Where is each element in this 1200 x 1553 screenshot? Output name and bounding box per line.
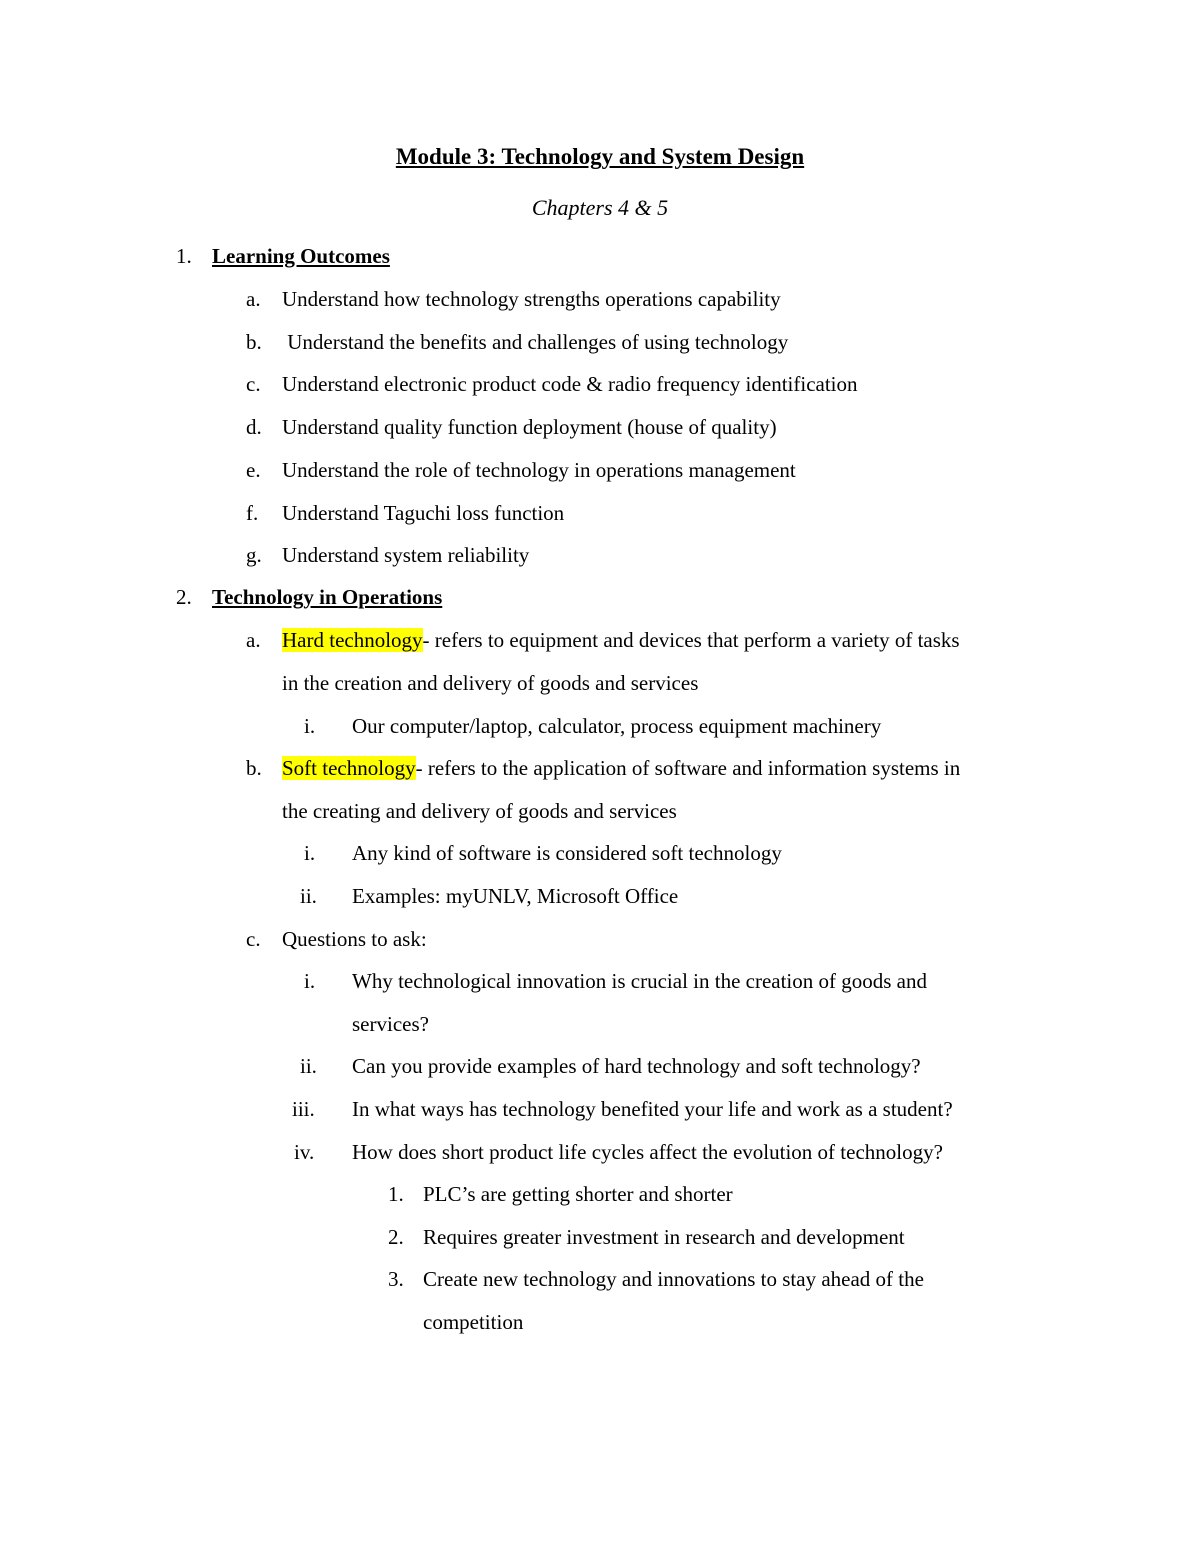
list-item: Why technological innovation is crucial in the creation of goods and [352, 969, 927, 993]
list-item-continuation: services? [352, 1012, 429, 1036]
list-item-continuation: in the creation and delivery of goods and services [282, 671, 699, 695]
list-marker: 2. [388, 1225, 404, 1249]
list-marker: 1. [388, 1182, 404, 1206]
list-item: Understand quality function deployment (house of quality) [282, 415, 777, 439]
section-number: 2. [176, 585, 192, 609]
list-item: Understand how technology strengths operations capability [282, 287, 781, 311]
list-item [282, 626, 960, 654]
list-item: In what ways has technology benefited your life and work as a student? [352, 1097, 953, 1121]
list-item [282, 754, 960, 782]
list-marker: iv. [294, 1140, 315, 1164]
section-number: 1. [176, 244, 192, 268]
list-marker: ii. [300, 884, 317, 908]
list-marker: a. [246, 287, 261, 311]
list-item-continuation: competition [423, 1310, 524, 1334]
list-marker: c. [246, 372, 261, 396]
list-marker: b. [246, 756, 262, 780]
list-marker: d. [246, 415, 262, 439]
list-marker: i. [304, 714, 316, 738]
list-marker: a. [246, 628, 261, 652]
list-item-text: - refers to the application of software and information systems in [415, 756, 961, 780]
list-item: Understand system reliability [282, 543, 530, 567]
list-marker: f. [246, 501, 259, 525]
section-heading-learning-outcomes: Learning Outcomes [212, 244, 390, 268]
list-marker: i. [304, 969, 316, 993]
list-item: Questions to ask: [282, 927, 427, 951]
document-title: Module 3: Technology and System Design [395, 144, 805, 169]
list-item: PLC’s are getting shorter and shorter [423, 1182, 733, 1206]
list-item: Requires greater investment in research and development [423, 1225, 905, 1249]
list-marker: ii. [300, 1054, 317, 1078]
list-item: Our computer/laptop, calculator, process equipment machinery [352, 714, 882, 738]
section-heading-technology-in-operations: Technology in Operations [212, 585, 443, 609]
highlighted-term-hard-technology: Hard technology [282, 628, 423, 652]
list-marker: i. [304, 841, 316, 865]
list-item: Create new technology and innovations to stay ahead of the [423, 1267, 924, 1291]
list-item: Understand the role of technology in operations management [282, 458, 796, 482]
list-marker: g. [246, 543, 262, 567]
list-item-continuation: the creating and delivery of goods and services [282, 799, 677, 823]
list-item: How does short product life cycles affect the evolution of technology? [352, 1140, 943, 1164]
list-item-text: - refers to equipment and devices that perform a variety of tasks [422, 628, 960, 652]
list-marker: b. [246, 330, 262, 354]
highlighted-term-soft-technology: Soft technology [282, 756, 416, 780]
list-item: Understand electronic product code & radio frequency identification [282, 372, 858, 396]
list-item: Examples: myUNLV, Microsoft Office [352, 884, 679, 908]
list-marker: e. [246, 458, 261, 482]
document-subtitle: Chapters 4 & 5 [531, 195, 669, 220]
list-item: Can you provide examples of hard technology and soft technology? [352, 1054, 921, 1078]
list-marker: 3. [388, 1267, 404, 1291]
list-marker: c. [246, 927, 261, 951]
list-item: Any kind of software is considered soft technology [352, 841, 782, 865]
list-item: Understand the benefits and challenges of using technology [282, 330, 789, 354]
list-item: Understand Taguchi loss function [282, 501, 565, 525]
list-marker: iii. [292, 1097, 315, 1121]
